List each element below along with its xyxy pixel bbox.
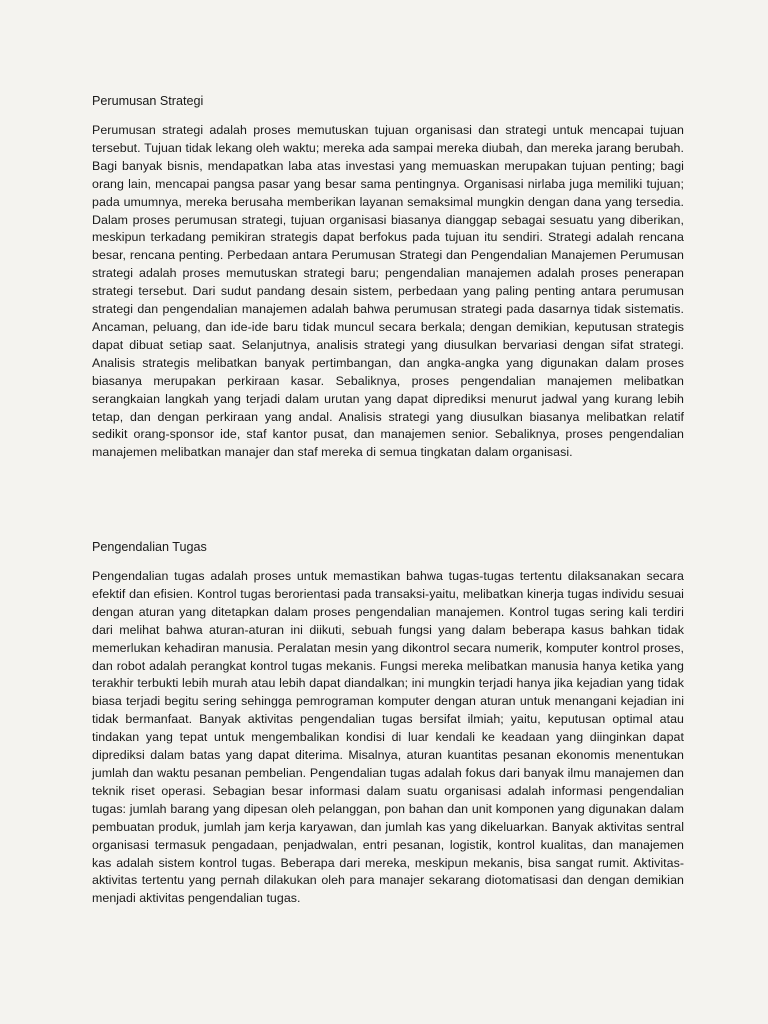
section-heading-pengendalian-tugas: Pengendalian Tugas [92,540,207,554]
section-body-perumusan-strategi: Perumusan strategi adalah proses memutuskan tujuan organisasi dan strategi untuk mencapai tujuan tersebut. Tujuan tidak lekang oleh waktu; mereka ada sampai mereka diubah, dan mereka jarang berubah. Bagi banyak bisnis, mendapatkan laba atas investasi yang memuaskan merupakan tujuan penting; bagi orang lain, mencapai pangsa pasar yang besar sama pentingnya. Organisasi nirlaba juga memiliki tujuan; pada umumnya, mereka berusaha memberikan layanan semaksimal mungkin dengan dana yang tersedia. Dalam proses perumusan strategi, tujuan organisasi biasanya dianggap sebagai sesuatu yang diberikan, meskipun terkadang pemikiran strategis dapat berfokus pada tujuan itu sendiri. Strategi adalah rencana besar, rencana penting. Perbedaan antara Perumusan Strategi dan Pengendalian Manajemen Perumusan strategi adalah proses memutuskan strategi baru; pengendalian manajemen adalah proses penerapan strategi tersebut. Dari sudut pandang desain sistem, perbedaan yang paling penting antara perumusan strategi dan pengendalian manajemen adalah bahwa perumusan strategi pada dasarnya tidak sistematis. Ancaman, peluang, dan ide-ide baru tidak muncul secara berkala; dengan demikian, keputusan strategis dapat dibuat setiap saat. Selanjutnya, analisis strategi yang diusulkan bervariasi dengan sifat strategi. Analisis strategis melibatkan banyak pertimbangan, dan angka-angka yang digunakan dalam proses biasanya merupakan perkiraan kasar. Sebaliknya, proses pengendalian manajemen melibatkan serangkaian langkah yang terjadi dalam urutan yang dapat diprediksi menurut jadwal yang kurang lebih tetap, dan dengan perkiraan yang andal. Analisis strategi yang diusulkan biasanya melibatkan relatif sedikit orang-sponsor ide, staf kantor pusat, dan manajemen senior. Sebaliknya, proses pengendalian manajemen melibatkan manajer dan staf mereka di semua tingkatan dalam organisasi. [92,123,684,460]
section-body-pengendalian-tugas: Pengendalian tugas adalah proses untuk memastikan bahwa tugas-tugas tertentu dilaksanakan secara efektif dan efisien. Kontrol tugas berorientasi pada transaksi-yaitu, melibatkan kinerja tugas individu sesuai dengan aturan yang ditetapkan dalam proses pengendalian manajemen. Kontrol tugas sering kali terdiri dari melihat bahwa aturan-aturan ini diikuti, sebuah fungsi yang dalam beberapa kasus bahkan tidak memerlukan kehadiran manusia. Peralatan mesin yang dikontrol secara numerik, komputer kontrol proses, dan robot adalah perangkat kontrol tugas mekanis. Fungsi mereka melibatkan manusia hanya ketika yang terakhir terbukti lebih murah atau lebih dapat diandalkan; ini mungkin terjadi hanya jika kejadian yang tidak biasa terjadi begitu sering sehingga pemrograman komputer dengan aturan untuk menangani kejadian ini tidak bermanfaat. Banyak aktivitas pengendalian tugas bersifat ilmiah; yaitu, keputusan optimal atau tindakan yang tepat untuk mengembalikan kondisi di luar kendali ke keadaan yang diinginkan dapat diprediksi dalam batas yang dapat diterima. Misalnya, aturan kuantitas pesanan ekonomis menentukan jumlah dan waktu pesanan pembelian. Pengendalian tugas adalah fokus dari banyak ilmu manajemen dan teknik riset operasi. Sebagian besar informasi dalam suatu organisasi adalah informasi pengendalian tugas: jumlah barang yang dipesan oleh pelanggan, pon bahan dan unit komponen yang digunakan dalam pembuatan produk, jumlah jam kerja karyawan, dan jumlah kas yang dikeluarkan. Banyak aktivitas sentral organisasi termasuk pengadaan, penjadwalan, entri pesanan, logistik, kontrol kualitas, dan manajemen kas adalah sistem kontrol tugas. Beberapa dari mereka, meskipun mekanis, bisa sangat rumit. Aktivitas-aktivitas tertentu yang pernah dilakukan oleh para manajer sekarang diotomatisasi dan dengan demikian menjadi aktivitas pengendalian tugas. [92,569,684,906]
section-heading-perumusan-strategi: Perumusan Strategi [92,94,204,108]
